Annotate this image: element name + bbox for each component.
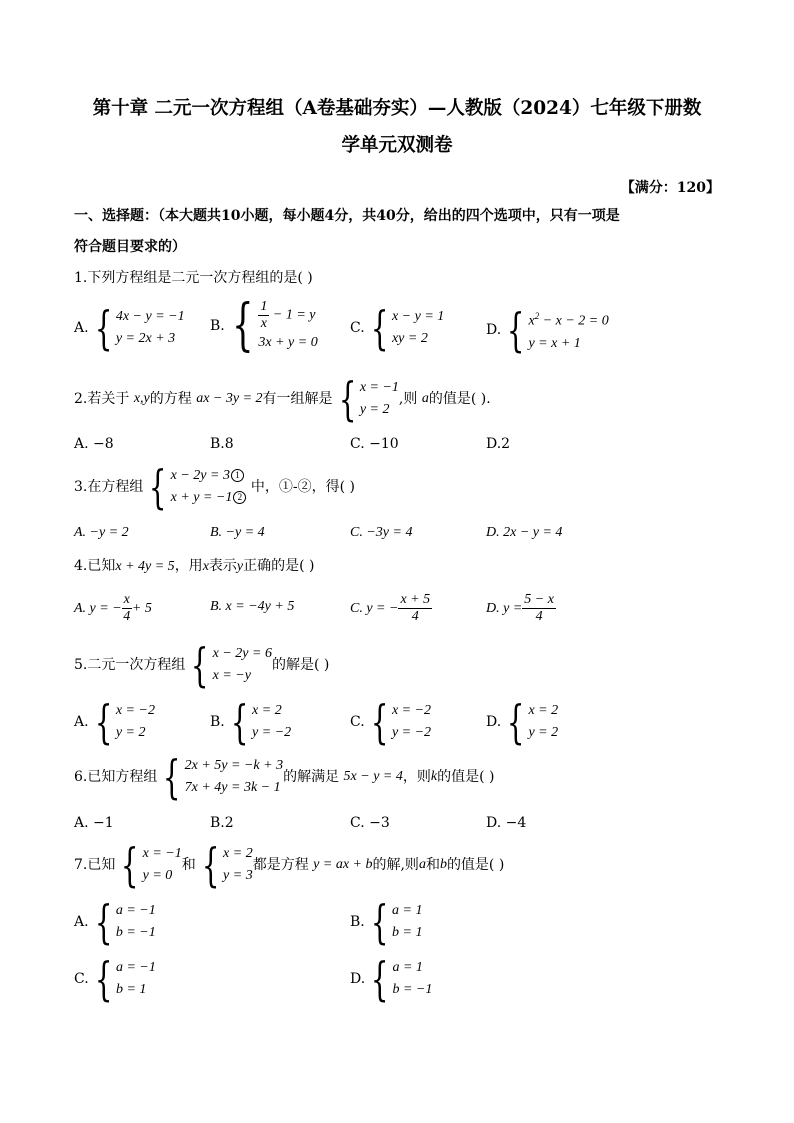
question-1-stem: 1.下列方程组是二元一次方程组的是( ) (74, 270, 313, 286)
q7-option-c: C. { a = −1 b = 1 (74, 952, 156, 1006)
q1-option-a: A. { 4x − y = −1 y = 2x + 3 (74, 301, 185, 355)
question-4-stem: 4.已知x + 4y = 5，用x表示y正确的是( ) (74, 558, 315, 574)
q6-option-c: C. −3 (350, 815, 390, 831)
title-line-1: 第十章 二元一次方程组（A卷基础夯实）—人教版（2024）七年级下册数 (92, 98, 702, 119)
section-heading-line-2: 符合题目要求的） (74, 239, 186, 255)
q5-option-d: D. { x = 2 y = 2 (486, 695, 559, 749)
q4-option-c: C. y = − $\frac{x + 5}{4}$ (350, 592, 431, 624)
q1-option-d: D. { $x^2 - x - 2 = 0$ y = x + 1 (486, 302, 609, 357)
q6-option-d: D. −4 (486, 815, 527, 831)
question-6-stem: 6.已知方程组 { 2x + 5y = −k + 3 7x + 4y = 3k − 1 的解满足 5x − y = 4，则k的值是( ) (74, 750, 495, 804)
q3-option-d: D. 2x − y = 4 (486, 525, 563, 540)
q4-option-b: B. x = −4y + 5 (210, 599, 295, 614)
q6-option-b: B.2 (210, 815, 234, 831)
q7-option-a: A. { a = −1 b = −1 (74, 895, 156, 949)
q4-option-d: D. y = $\frac{5 - x}{4}$ (486, 592, 554, 624)
q2-option-d: D.2 (486, 436, 511, 452)
q5-option-c: C. { x = −2 y = −2 (350, 695, 432, 749)
title-line-2: 学单元双测卷 (341, 135, 453, 156)
q1-option-b: B. { $\frac{1}{x}$ − 1 = y 3x + y = 0 (210, 293, 318, 358)
q1-option-c: C. { x − y = 1 xy = 2 (350, 301, 445, 355)
q7-option-b: B. { a = 1 b = 1 (350, 895, 423, 949)
full-score: 【满分：120】 (620, 180, 720, 196)
question-5-stem: 5.二元一次方程组 { x − 2y = 6 x = −y 的解是( ) (74, 638, 330, 692)
q3-option-b: B. −y = 4 (210, 525, 265, 540)
section-heading-line-1: 一、选择题：（本大题共10小题，每小题4分，共40分，给出的四个选项中，只有一项是 (74, 208, 620, 224)
q3-option-a: A. −y = 2 (74, 525, 129, 540)
q5-option-b: B. { x = 2 y = −2 (210, 695, 292, 749)
q4-option-a: A. y = − $\frac{x}{4}$ + 5 (74, 592, 152, 624)
q3-option-c: C. −3y = 4 (350, 525, 413, 540)
q2-option-a: A. −8 (74, 436, 114, 452)
question-7-stem: 7.已知 { x = −1 y = 0 和 { x = 2 y = 3 都是方程 y = ax + b的解,则a和b的值是( ) (74, 838, 505, 892)
q7-option-d: D. { a = 1 b = −1 (350, 952, 433, 1006)
q2-option-b: B.8 (210, 436, 234, 452)
q6-option-a: A. −1 (74, 815, 114, 831)
q5-option-a: A. { x = −2 y = 2 (74, 695, 155, 749)
question-2-stem: 2.若关于 x,y的方程 ax − 3y = 2有一组解是 { x = −1 y = 2 ,则 a的值是( ). (74, 372, 491, 426)
q2-option-c: C. −10 (350, 436, 399, 452)
question-3-stem: 3.在方程组 { x − 2y = 3 1 x + y = −1 2 中，①-②，得( ) (74, 460, 355, 514)
